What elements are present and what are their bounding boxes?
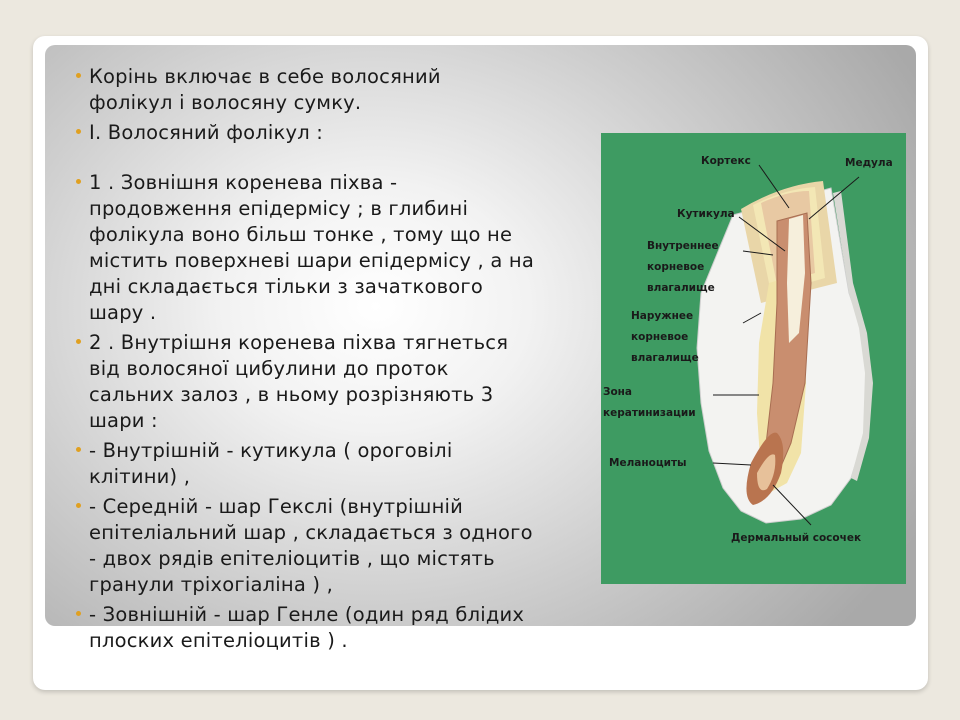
label-outer-sheath-line3: влагалище — [631, 352, 699, 364]
label-inner-sheath-line2: корневое — [647, 261, 705, 273]
bullet-root-definition: Корінь включає в себе волосяний фолікул і волосяну сумку. — [76, 64, 596, 116]
label-inner-sheath-line1: Внутреннее — [647, 240, 719, 252]
bullet-huxley-layer: - Середній - шар Гекслі (внутрішній епітеліальний шар , складається з одного - двох рядів епітеліоцитів , що містять гранули тріхогіаліна ) , — [76, 494, 596, 598]
label-outer-sheath-line2: корневое — [631, 331, 689, 343]
hair-follicle-diagram — [601, 133, 906, 584]
bullet-cuticle-layer: - Внутрішній - кутикула ( ороговілі клітини) , — [76, 438, 596, 490]
label-cortex: Кортекс — [701, 155, 751, 167]
bullet-outer-root-sheath: 1 . Зовнішня коренева піхва - продовження епідермісу ; в глибині фолікула воно більш тонке , тому що не містить поверхневі шари епідермісу , а на дні складається тільки з зачаткового шару . — [76, 170, 596, 326]
label-inner-sheath-line3: влагалище — [647, 282, 715, 294]
bullet-follicle-heading: І. Волосяний фолікул : — [76, 120, 596, 146]
label-medulla: Медула — [845, 157, 893, 169]
bullet-list — [76, 64, 596, 658]
bullet-henle-layer: - Зовнішній - шар Генле (один ряд блідих плоских епітеліоцитів ) . — [76, 602, 596, 654]
bullet-inner-root-sheath: 2 . Внутрішня коренева піхва тягнеться від волосяної цибулини до проток сальних залоз , в ньому розрізняють 3 шари : — [76, 330, 596, 434]
label-dermal-papilla: Дермальный сосочек — [731, 532, 862, 544]
hair-follicle-illustration — [601, 133, 906, 584]
label-cuticle: Кутикула — [677, 208, 735, 220]
label-melanocytes: Меланоциты — [609, 457, 687, 469]
label-outer-sheath-line1: Наружнее — [631, 310, 694, 322]
label-keratin-zone-line2: кератинизации — [603, 407, 696, 419]
label-keratin-zone-line1: Зона — [603, 386, 633, 398]
